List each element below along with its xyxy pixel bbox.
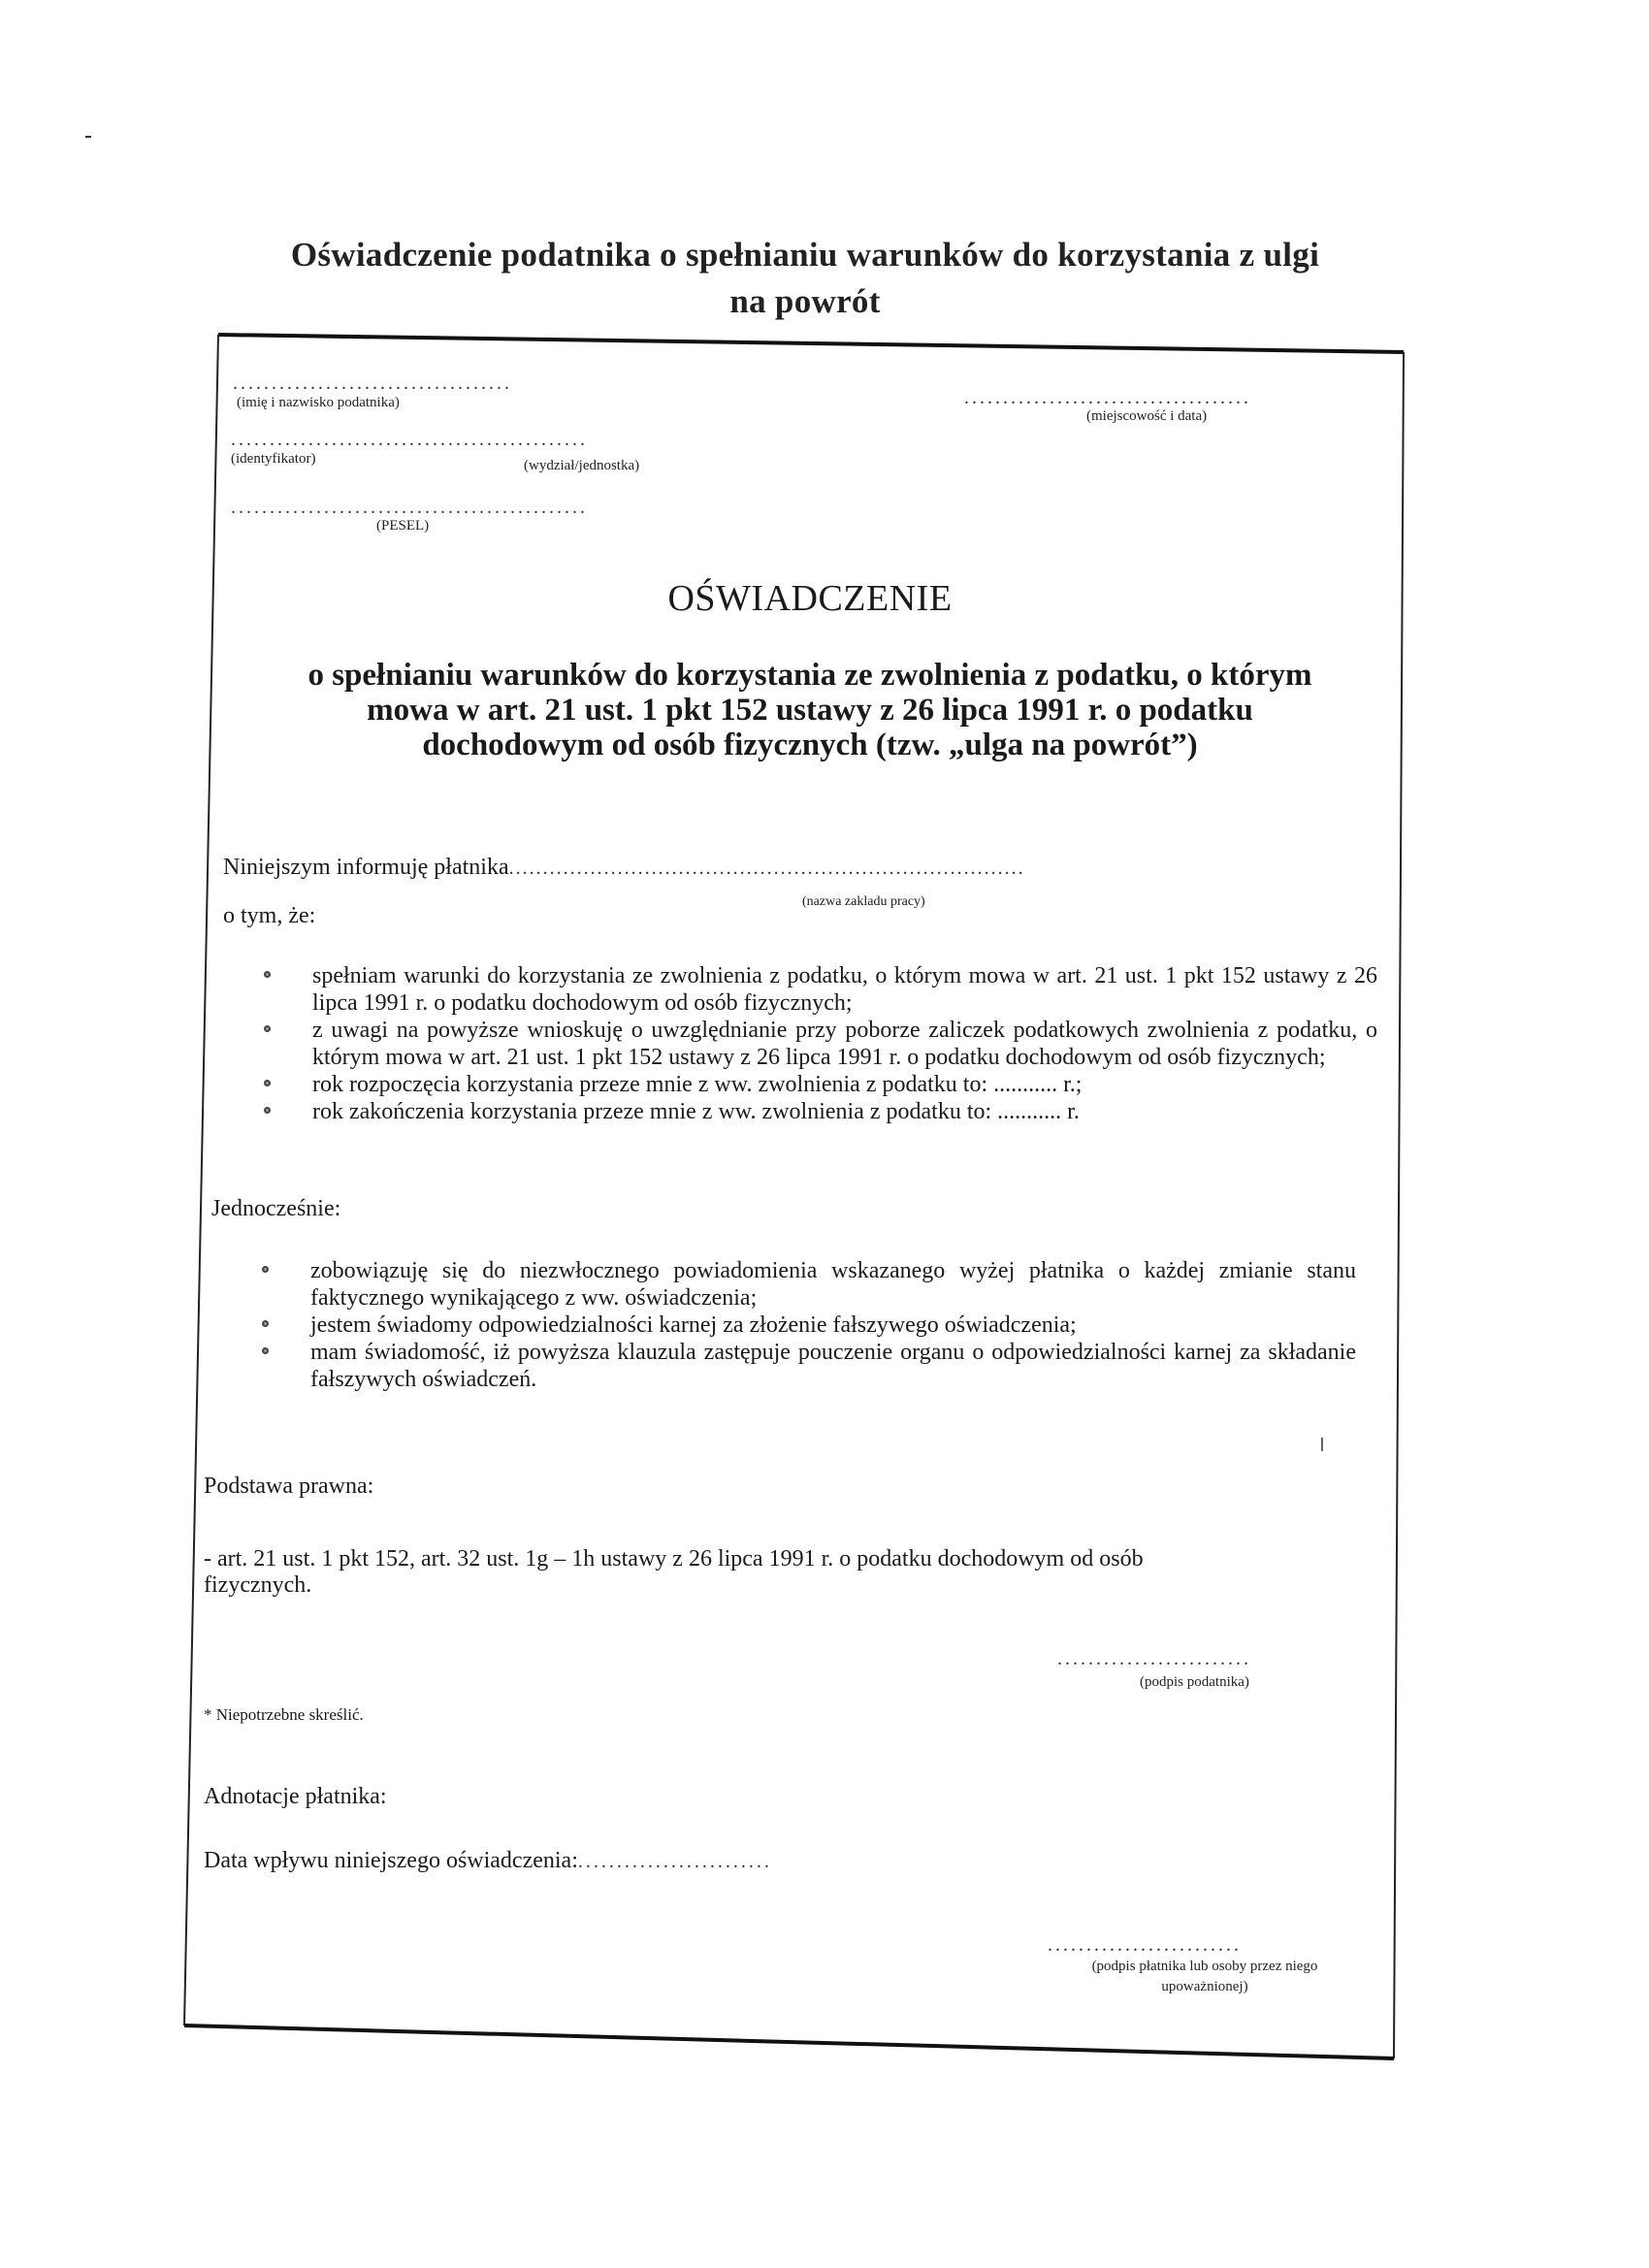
- simultaneously-label: Jednocześnie:: [211, 1196, 341, 1221]
- declaration-heading: OŚWIADCZENIE: [667, 578, 953, 619]
- declaration-item: [262, 1071, 1377, 1098]
- legal-basis-line-1: - art. 21 ust. 1 pkt 152, art. 32 ust. 1g – 1h ustawy z 26 lipca 1991 r. o podatku dochodowym od osób: [204, 1546, 1144, 1571]
- identifier-caption: (identyfikator): [231, 451, 316, 467]
- inform-payer-label: Niniejszym informuję płatnika: [223, 855, 509, 880]
- obligation-item: [260, 1312, 1356, 1339]
- taxpayer-signature-field[interactable]: .........................: [1057, 1648, 1251, 1669]
- declaration-item-text: spełniam warunki do korzystania ze zwolnienia z podatku, o którym mowa w art. 21 ust. 1 pkt 152 ustawy z 26 lipca 1991 r. o podatku dochodowym od osób fizycznych;: [312, 963, 1377, 1016]
- scan-speck: [85, 136, 91, 138]
- declaration-item: [262, 1098, 1377, 1125]
- place-date-field[interactable]: .....................................: [964, 387, 1251, 408]
- obligation-item: [260, 1339, 1356, 1393]
- receipt-date-label: Data wpływu niniejszego oświadczenia:: [204, 1848, 578, 1873]
- department-caption: (wydział/jednostka): [524, 458, 640, 473]
- obligations-list: [260, 1257, 1356, 1393]
- declaration-subheading: [213, 658, 1406, 762]
- employer-name-caption: (nazwa zakladu pracy): [802, 894, 925, 909]
- taxpayer-name-field[interactable]: ....................................: [233, 373, 512, 394]
- obligation-item: [260, 1257, 1356, 1312]
- bullet-icon: [264, 1025, 271, 1032]
- identifier-field[interactable]: ..............................................: [231, 429, 588, 450]
- declaration-item: [262, 1017, 1377, 1071]
- start-year-text[interactable]: rok rozpoczęcia korzystania przeze mnie z ww. zwolnienia z podatku to: ........... r.;: [312, 1072, 1083, 1097]
- subheading-line: mowa w art. 21 ust. 1 pkt 152 ustawy z 26 lipca 1991 r. o podatku: [367, 693, 1253, 728]
- subheading-line: dochodowym od osób fizycznych (tzw. „ulga na powrót”): [422, 728, 1198, 762]
- legal-basis-line-2: fizycznych.: [204, 1572, 312, 1598]
- declaration-items-list: [262, 962, 1377, 1125]
- subheading-line: o spełnianiu warunków do korzystania ze zwolnienia z podatku, o którym: [307, 658, 1312, 693]
- declaration-item: [262, 962, 1377, 1017]
- payer-signature-field[interactable]: .........................: [1048, 1934, 1242, 1956]
- taxpayer-signature-caption: (podpis podatnika): [1140, 1674, 1249, 1690]
- pesel-field[interactable]: ..............................................: [231, 497, 588, 518]
- scan-speck: [1321, 1438, 1323, 1451]
- bullet-icon: [264, 1080, 271, 1086]
- receipt-date-line: [204, 1847, 772, 1875]
- obligation-item-text: zobowiązuję się do niezwłocznego powiadomienia wskazanego wyżej płatnika o każdej zmianie stanu faktycznego wynikającego z ww. oświadczenia;: [310, 1258, 1356, 1311]
- end-year-text[interactable]: rok zakończenia korzystania przeze mnie z ww. zwolnienia z podatku to: ........... r.: [312, 1099, 1080, 1124]
- payer-signature-caption-line-1: (podpis płatnika lub osoby przez niego: [1091, 1959, 1318, 1974]
- taxpayer-name-caption: (imię i nazwisko podatnika): [237, 395, 400, 410]
- bullet-icon: [262, 1320, 269, 1327]
- payer-signature-caption-line-2: upoważnionej): [1161, 1979, 1248, 1994]
- receipt-date-field[interactable]: .........................: [577, 1851, 772, 1872]
- legal-basis-label: Podstawa prawna:: [204, 1474, 374, 1499]
- obligation-item-text: jestem świadomy odpowiedzialności karnej za złożenie fałszywego oświadczenia;: [310, 1312, 1077, 1338]
- payer-annotations-label: Adnotacje płatnika:: [204, 1784, 387, 1809]
- inform-payer-line: [223, 854, 1025, 882]
- place-date-caption: (miejscowość i data): [1086, 408, 1208, 424]
- bullet-icon: [264, 971, 271, 978]
- document-title-line-1: Oświadczenie podatnika o spełnianiu warunków do korzystania z ulgi: [290, 236, 1320, 274]
- document-title-line-2: na powrót: [729, 282, 881, 320]
- obligation-item-text: mam świadomość, iż powyższa klauzula zastępuje pouczenie organu o odpowiedzialności karnej za składanie fałszywych oświadczeń.: [310, 1340, 1356, 1392]
- bullet-icon: [264, 1107, 271, 1114]
- bullet-icon: [262, 1266, 269, 1273]
- bullet-icon: [262, 1347, 269, 1354]
- declaration-item-text: z uwagi na powyższe wnioskuję o uwzględnianie przy poborze zaliczek podatkowych zwolnienia z podatku, o którym mowa w art. 21 ust. 1 pkt 152 ustawy z 26 lipca 1991 r. o podatku dochodowym od osób fizycznych;: [312, 1018, 1377, 1070]
- employer-name-field[interactable]: ............................................................................: [508, 858, 1025, 879]
- footnote: * Niepotrzebne skreślić.: [204, 1705, 364, 1724]
- pesel-caption: (PESEL): [376, 518, 430, 534]
- that-label: o tym, że:: [223, 903, 316, 928]
